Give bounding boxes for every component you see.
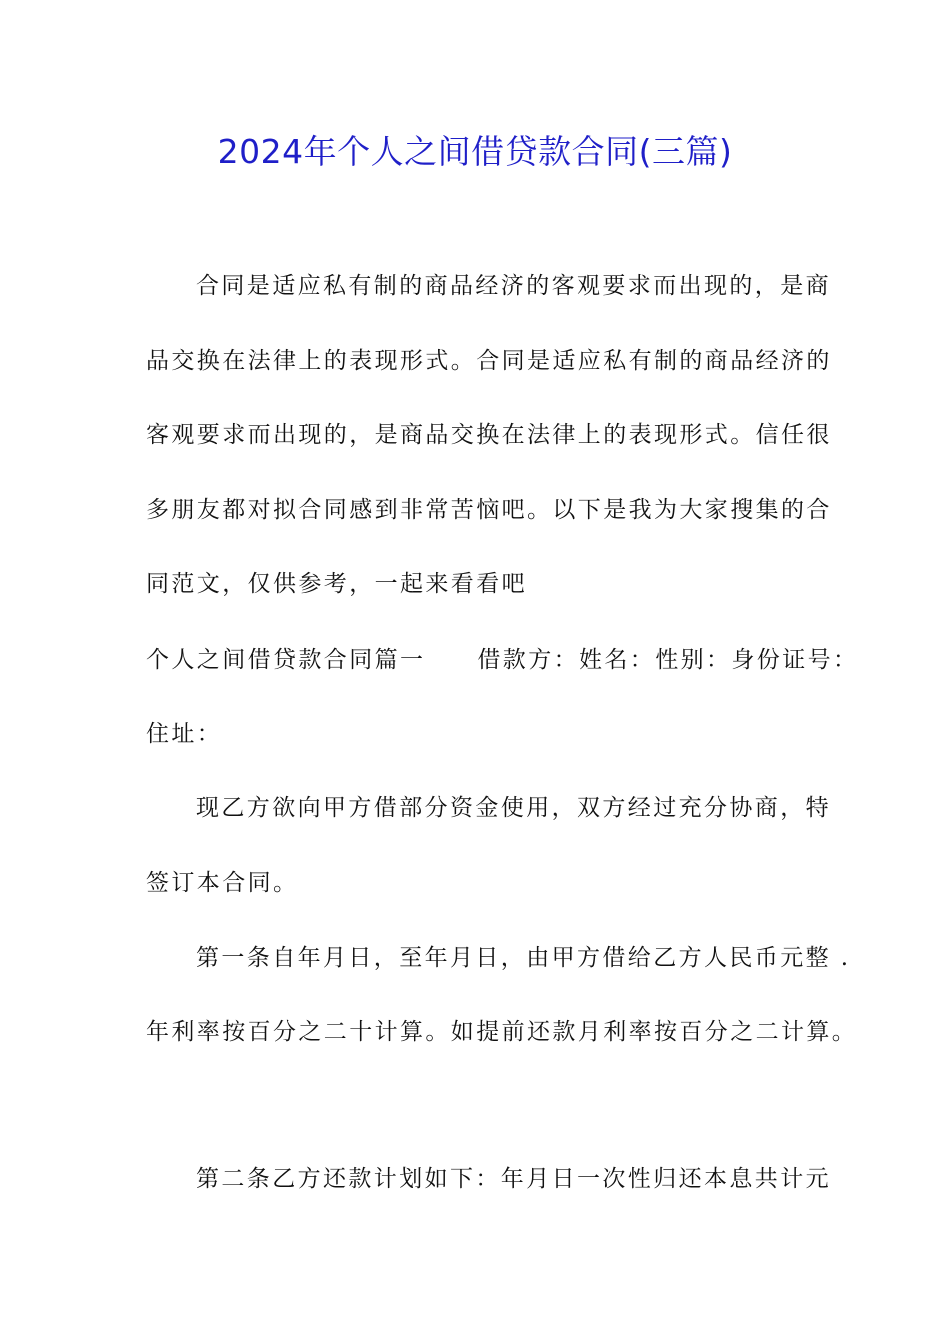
intro-line-4: 多朋友都对拟合同感到非常苦恼吧。以下是我为大家搜集的合 — [146, 497, 832, 523]
article1-line-1: 第一条自年月日，至年月日，由甲方借给乙方人民币元整 . — [196, 945, 851, 971]
intro-line-2: 品交换在法律上的表现形式。合同是适应私有制的商品经济的 — [146, 348, 832, 374]
article1-line-2: 年利率按百分之二十计算。如提前还款月利率按百分之二计算。 — [146, 1019, 858, 1045]
preamble-line-2: 签订本合同。 — [146, 870, 299, 896]
intro-line-3: 客观要求而出现的，是商品交换在法律上的表现形式。信任很 — [146, 422, 832, 448]
document-title: 2024年个人之间借贷款合同(三篇) — [217, 132, 733, 171]
address-field: 住址： — [146, 721, 223, 747]
intro-line-5: 同范文，仅供参考，一起来看看吧 — [146, 571, 527, 597]
preamble-line-1: 现乙方欲向甲方借部分资金使用，双方经过充分协商，特 — [196, 795, 831, 821]
borrower-fields: 借款方：姓名：性别：身份证号： — [477, 647, 859, 673]
section-heading: 个人之间借贷款合同篇一 — [146, 647, 426, 673]
intro-line-1: 合同是适应私有制的商品经济的客观要求而出现的，是商 — [196, 273, 831, 299]
article2-line-1: 第二条乙方还款计划如下：年月日一次性归还本息共计元 — [196, 1166, 831, 1192]
section-heading-line — [146, 644, 858, 676]
